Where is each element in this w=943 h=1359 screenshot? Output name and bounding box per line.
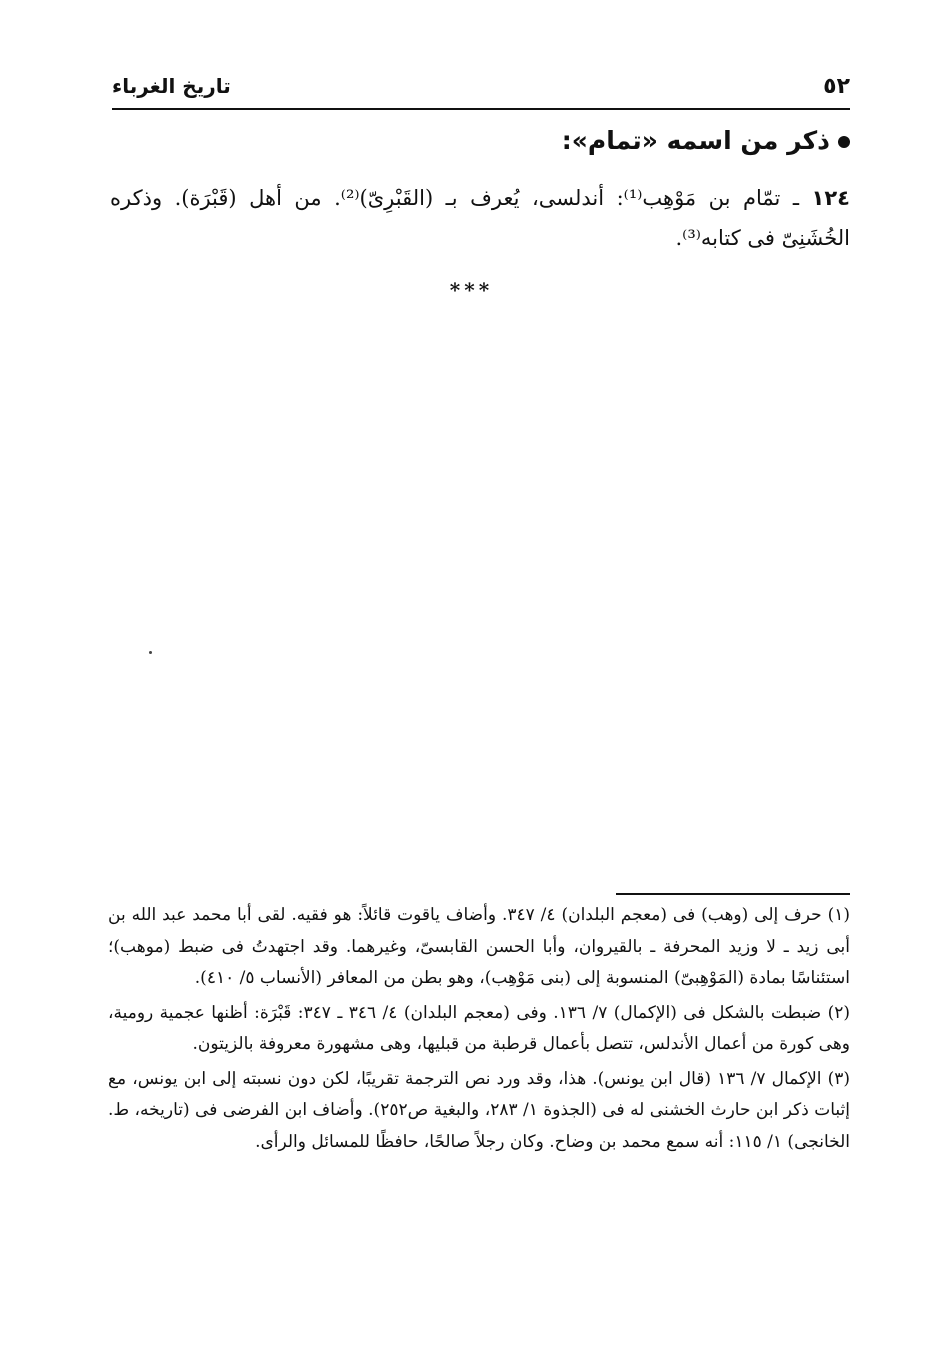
- footnote-3: (٣) الإكمال ٧/ ١٣٦ (قال ابن يونس). هذا، وقد ورد نص الترجمة تقريبًا، لكن دون نسبته إلى ابن يونس، مع إثبات ذكر ابن حارث الخشنى له فى (الجذوة ١/ ٢٨٣، والبغية ص٢٥٢). وأضاف ابن الفرضى فى (تاريخه، ط. الخانجى) ١/ ١١٥: أنه سمع محمد بن وضاح. وكان رجلاً صالحًا، حافظًا للمسائل والرأى.: [108, 1068, 850, 1152]
- header-rule: [112, 108, 850, 110]
- running-header: [112, 70, 850, 104]
- footnotes: [108, 900, 850, 1161]
- scan-speck: [149, 651, 152, 654]
- section-divider-stars: ***: [449, 278, 494, 302]
- book-title: تاريخ الغرباء: [112, 74, 231, 98]
- page-number: ٥٢: [823, 74, 850, 99]
- footnote-1: (١) حرف إلى (وهب) فى (معجم البلدان) ٤/ ٣٤٧. وأضاف ياقوت قائلاً: هو فقيه. لقى أبا محمد عبد الله بن أبى زيد ـ لا وزيد المحرفة ـ بالقيروان، وأبا الحسن القابسىّ، وغيرهما. وقد اجتهدتُ فى ضبط (موهب)؛ استئناسًا بمادة (المَوْهِبىّ) المنسوبة إلى (بنى مَوْهِب)، وهو بطن من المعافر (الأنساب ٥/ ٤١٠).: [108, 905, 850, 988]
- entry-text: ـ تمّام بن مَوْهِب⁽¹⁾: أندلسى، يُعرف بـ (القَبْرِىّ)⁽²⁾. من أهل (قَبْرَة). وذكره الخُشَنِىّ فى كتابه⁽³⁾.: [110, 186, 850, 250]
- section-heading-text: ذكر من اسمه «تمام»:: [561, 126, 830, 155]
- entry-number: ١٢٤: [811, 186, 850, 210]
- bullet-icon: [838, 136, 850, 148]
- section-heading: [112, 126, 850, 155]
- footnote-rule: [616, 893, 850, 895]
- footnote-2: (٢) ضبطت بالشكل فى (الإكمال) ٧/ ١٣٦. وفى (معجم البلدان) ٤/ ٣٤٦ ـ ٣٤٧: قَبْرَة: أظنها عجمية رومية، وهى كورة من أعمال الأندلس، تتصل بأعمال قرطبة من قبليها، وهى مشهورة معروفة بالزيتون.: [108, 1002, 850, 1054]
- biography-entry: [110, 178, 850, 258]
